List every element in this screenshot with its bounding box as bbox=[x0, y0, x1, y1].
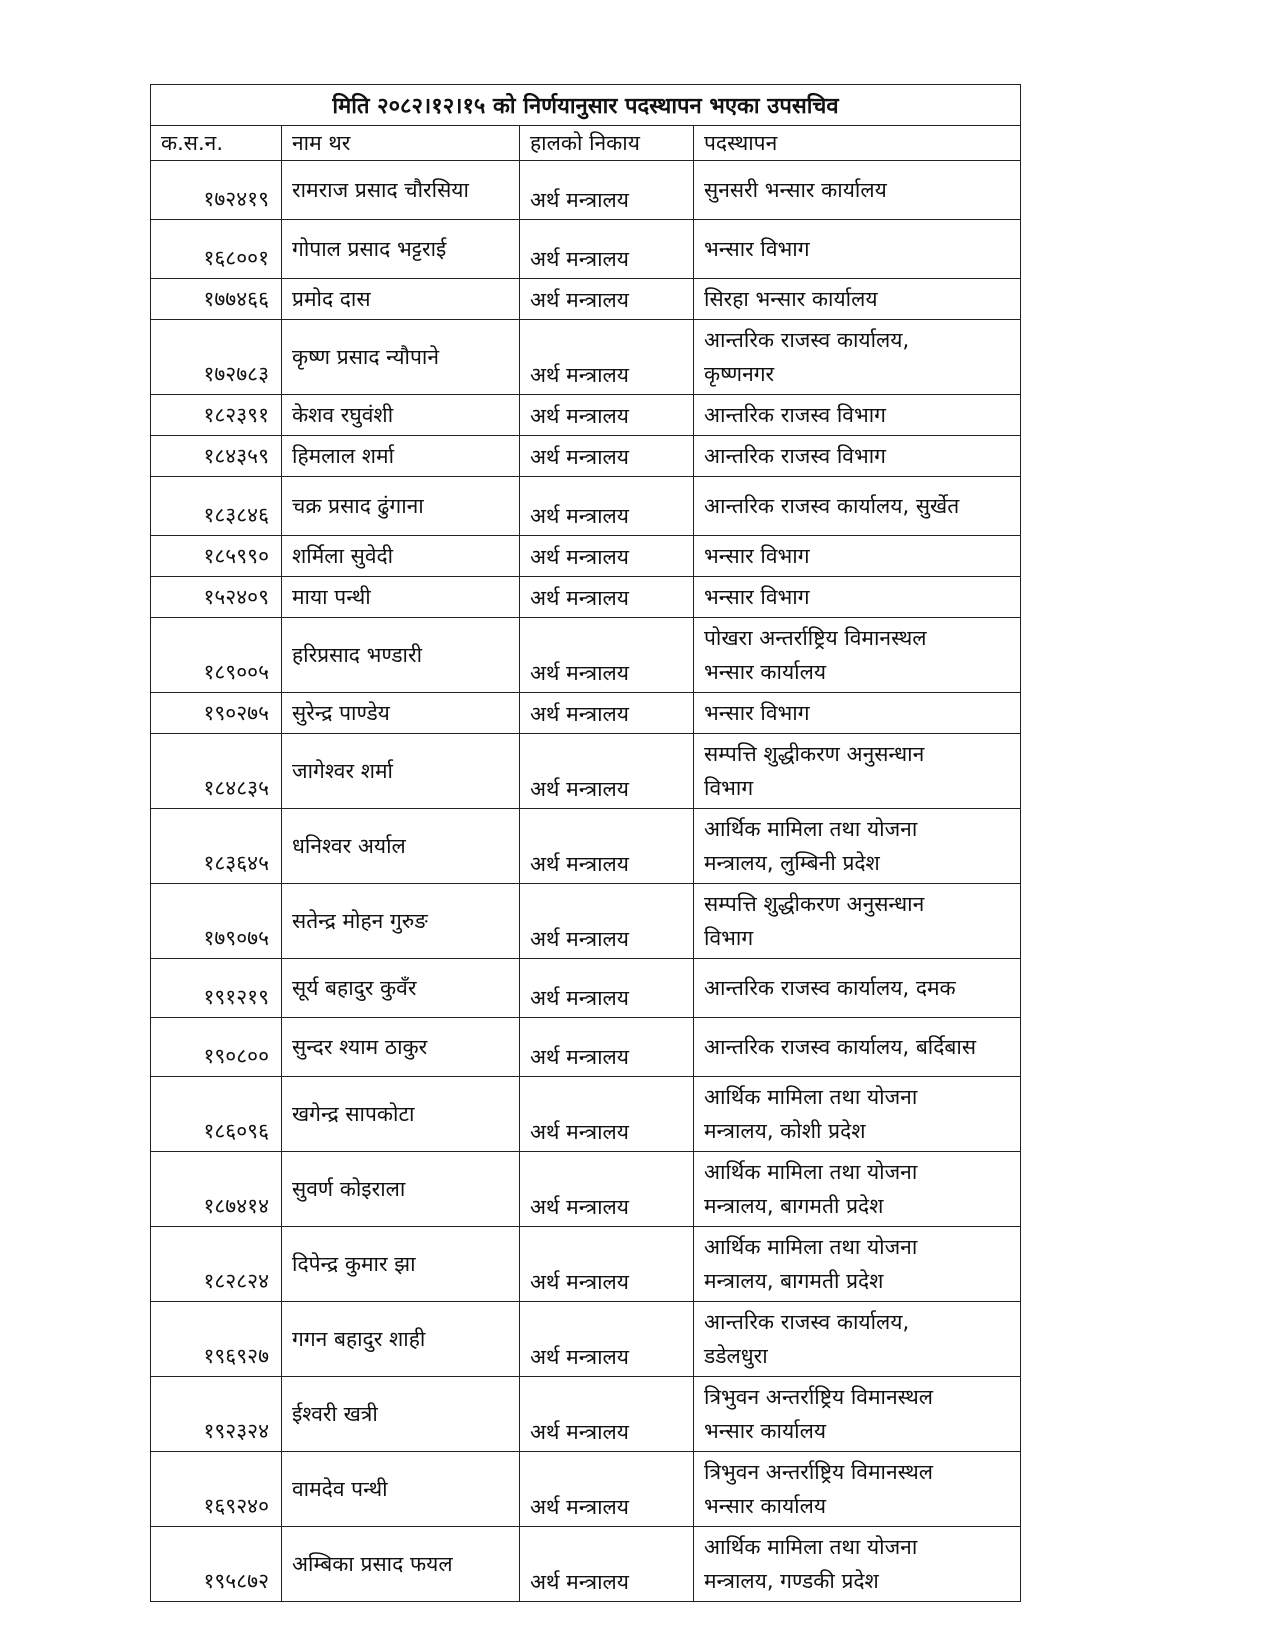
posting-cell bbox=[694, 161, 1021, 220]
posting-line: पोखरा अन्तर्राष्ट्रिय विमानस्थल bbox=[704, 626, 927, 650]
name-cell: केशव रघुवंशी bbox=[282, 395, 520, 436]
serial-number-cell: १८४८३५ bbox=[151, 734, 282, 809]
posting-line: आन्तरिक राजस्व कार्यालय, दमक bbox=[704, 976, 956, 1000]
table-row bbox=[151, 279, 1021, 320]
serial-number-cell: १८९००५ bbox=[151, 618, 282, 693]
name-cell: चक्र प्रसाद ढुंगाना bbox=[282, 477, 520, 536]
table-row bbox=[151, 477, 1021, 536]
posting-line: सम्पत्ति शुद्धीकरण अनुसन्धान bbox=[704, 892, 925, 916]
serial-number-cell: १९५८७२ bbox=[151, 1527, 282, 1602]
serial-number-cell: १५२४०९ bbox=[151, 577, 282, 618]
table-row bbox=[151, 436, 1021, 477]
current-office-cell: अर्थ मन्त्रालय bbox=[520, 884, 694, 959]
name-cell: सतेन्द्र मोहन गुरुङ bbox=[282, 884, 520, 959]
posting-cell bbox=[694, 577, 1021, 618]
posting-line: कृष्णनगर bbox=[704, 362, 775, 386]
name-cell: वामदेव पन्थी bbox=[282, 1452, 520, 1527]
table-row bbox=[151, 809, 1021, 884]
posting-line: त्रिभुवन अन्तर्राष्ट्रिय विमानस्थल bbox=[704, 1460, 934, 1484]
serial-number-cell: १९१२१९ bbox=[151, 959, 282, 1018]
table-row bbox=[151, 693, 1021, 734]
header-name: नाम थर bbox=[282, 126, 520, 161]
posting-line: सम्पत्ति शुद्धीकरण अनुसन्धान bbox=[704, 742, 925, 766]
posting-line: मन्त्रालय, कोशी प्रदेश bbox=[704, 1119, 866, 1143]
table-title: मिति २०८२।१२।१५ को निर्णयानुसार पदस्थापन भएका उपसचिव bbox=[151, 85, 1021, 126]
posting-line: विभाग bbox=[704, 926, 754, 950]
current-office-cell: अर्थ मन्त्रालय bbox=[520, 1077, 694, 1152]
current-office-cell: अर्थ मन्त्रालय bbox=[520, 1018, 694, 1077]
posting-line: आर्थिक मामिला तथा योजना bbox=[704, 1160, 918, 1184]
posting-line: मन्त्रालय, लुम्बिनी प्रदेश bbox=[704, 851, 880, 875]
name-cell: दिपेन्द्र कुमार झा bbox=[282, 1227, 520, 1302]
posting-line: सुनसरी भन्सार कार्यालय bbox=[704, 178, 887, 202]
posting-line: मन्त्रालय, बागमती प्रदेश bbox=[704, 1194, 884, 1218]
posting-cell bbox=[694, 1018, 1021, 1077]
current-office-cell: अर्थ मन्त्रालय bbox=[520, 618, 694, 693]
current-office-cell: अर्थ मन्त्रालय bbox=[520, 809, 694, 884]
table-row bbox=[151, 884, 1021, 959]
current-office-cell: अर्थ मन्त्रालय bbox=[520, 959, 694, 1018]
posting-line: आर्थिक मामिला तथा योजना bbox=[704, 1085, 918, 1109]
posting-line: आन्तरिक राजस्व कार्यालय, bbox=[704, 1310, 910, 1334]
posting-line: आर्थिक मामिला तथा योजना bbox=[704, 817, 918, 841]
name-cell: हरिप्रसाद भण्डारी bbox=[282, 618, 520, 693]
table-row bbox=[151, 577, 1021, 618]
name-cell: सुवर्ण कोइराला bbox=[282, 1152, 520, 1227]
serial-number-cell: १७७४६६ bbox=[151, 279, 282, 320]
current-office-cell: अर्थ मन्त्रालय bbox=[520, 1302, 694, 1377]
posting-cell bbox=[694, 1377, 1021, 1452]
header-current-office: हालको निकाय bbox=[520, 126, 694, 161]
posting-cell bbox=[694, 884, 1021, 959]
posting-line: आन्तरिक राजस्व कार्यालय, सुर्खेत bbox=[704, 494, 960, 518]
current-office-cell: अर्थ मन्त्रालय bbox=[520, 279, 694, 320]
table-row bbox=[151, 618, 1021, 693]
table-row bbox=[151, 161, 1021, 220]
posting-cell bbox=[694, 436, 1021, 477]
posting-line: मन्त्रालय, गण्डकी प्रदेश bbox=[704, 1569, 879, 1593]
posting-line: आन्तरिक राजस्व विभाग bbox=[704, 444, 887, 468]
table-row bbox=[151, 220, 1021, 279]
table-row bbox=[151, 1077, 1021, 1152]
posting-cell bbox=[694, 220, 1021, 279]
table-row bbox=[151, 959, 1021, 1018]
posting-cell bbox=[694, 1527, 1021, 1602]
posting-line: भन्सार विभाग bbox=[704, 544, 810, 568]
posting-line: आन्तरिक राजस्व कार्यालय, बर्दिबास bbox=[704, 1035, 977, 1059]
serial-number-cell: १८३८४६ bbox=[151, 477, 282, 536]
table-row bbox=[151, 1452, 1021, 1527]
current-office-cell: अर्थ मन्त्रालय bbox=[520, 1377, 694, 1452]
name-cell: सूर्य बहादुर कुवँर bbox=[282, 959, 520, 1018]
posting-line: सिरहा भन्सार कार्यालय bbox=[704, 287, 878, 311]
posting-line: आर्थिक मामिला तथा योजना bbox=[704, 1535, 918, 1559]
name-cell: अम्बिका प्रसाद फयल bbox=[282, 1527, 520, 1602]
name-cell: गगन बहादुर शाही bbox=[282, 1302, 520, 1377]
posting-cell bbox=[694, 618, 1021, 693]
current-office-cell: अर्थ मन्त्रालय bbox=[520, 320, 694, 395]
posting-line: आन्तरिक राजस्व विभाग bbox=[704, 403, 887, 427]
current-office-cell: अर्थ मन्त्रालय bbox=[520, 161, 694, 220]
table-row bbox=[151, 1227, 1021, 1302]
posting-cell bbox=[694, 279, 1021, 320]
current-office-cell: अर्थ मन्त्रालय bbox=[520, 395, 694, 436]
posting-line: भन्सार विभाग bbox=[704, 585, 810, 609]
serial-number-cell: १७२४१९ bbox=[151, 161, 282, 220]
posting-line: आन्तरिक राजस्व कार्यालय, bbox=[704, 328, 910, 352]
posting-cell bbox=[694, 1227, 1021, 1302]
name-cell: प्रमोद दास bbox=[282, 279, 520, 320]
name-cell: कृष्ण प्रसाद न्यौपाने bbox=[282, 320, 520, 395]
posting-cell bbox=[694, 477, 1021, 536]
name-cell: ईश्वरी खत्री bbox=[282, 1377, 520, 1452]
table-row bbox=[151, 395, 1021, 436]
name-cell: धनिश्वर अर्याल bbox=[282, 809, 520, 884]
posting-cell bbox=[694, 1077, 1021, 1152]
serial-number-cell: १९०८०० bbox=[151, 1018, 282, 1077]
table-row bbox=[151, 536, 1021, 577]
posting-cell bbox=[694, 693, 1021, 734]
posting-cell bbox=[694, 395, 1021, 436]
name-cell: माया पन्थी bbox=[282, 577, 520, 618]
posting-cell bbox=[694, 320, 1021, 395]
table-row bbox=[151, 320, 1021, 395]
name-cell: सुरेन्द्र पाण्डेय bbox=[282, 693, 520, 734]
header-serial: क.स.न. bbox=[151, 126, 282, 161]
posting-line: भन्सार कार्यालय bbox=[704, 1494, 827, 1518]
serial-number-cell: १८२८२४ bbox=[151, 1227, 282, 1302]
current-office-cell: अर्थ मन्त्रालय bbox=[520, 734, 694, 809]
table-row bbox=[151, 1302, 1021, 1377]
posting-line: भन्सार कार्यालय bbox=[704, 660, 827, 684]
table-row bbox=[151, 734, 1021, 809]
posting-line: भन्सार विभाग bbox=[704, 701, 810, 725]
table-row bbox=[151, 1152, 1021, 1227]
serial-number-cell: १९०२७५ bbox=[151, 693, 282, 734]
posting-cell bbox=[694, 1302, 1021, 1377]
serial-number-cell: १८५९९० bbox=[151, 536, 282, 577]
current-office-cell: अर्थ मन्त्रालय bbox=[520, 436, 694, 477]
current-office-cell: अर्थ मन्त्रालय bbox=[520, 1527, 694, 1602]
serial-number-cell: १८२३९१ bbox=[151, 395, 282, 436]
posting-line: विभाग bbox=[704, 776, 754, 800]
table-body bbox=[151, 161, 1021, 1602]
table-row bbox=[151, 1377, 1021, 1452]
name-cell: जागेश्वर शर्मा bbox=[282, 734, 520, 809]
posting-line: भन्सार कार्यालय bbox=[704, 1419, 827, 1443]
current-office-cell: अर्थ मन्त्रालय bbox=[520, 577, 694, 618]
serial-number-cell: १७९०७५ bbox=[151, 884, 282, 959]
current-office-cell: अर्थ मन्त्रालय bbox=[520, 220, 694, 279]
posting-line: मन्त्रालय, बागमती प्रदेश bbox=[704, 1269, 884, 1293]
header-posting: पदस्थापन bbox=[694, 126, 1021, 161]
name-cell: सुन्दर श्याम ठाकुर bbox=[282, 1018, 520, 1077]
current-office-cell: अर्थ मन्त्रालय bbox=[520, 536, 694, 577]
table-row bbox=[151, 1018, 1021, 1077]
posting-cell bbox=[694, 536, 1021, 577]
current-office-cell: अर्थ मन्त्रालय bbox=[520, 1452, 694, 1527]
table-row bbox=[151, 1527, 1021, 1602]
current-office-cell: अर्थ मन्त्रालय bbox=[520, 1227, 694, 1302]
name-cell: शर्मिला सुवेदी bbox=[282, 536, 520, 577]
current-office-cell: अर्थ मन्त्रालय bbox=[520, 1152, 694, 1227]
current-office-cell: अर्थ मन्त्रालय bbox=[520, 693, 694, 734]
header-row bbox=[151, 126, 1021, 161]
posting-cell bbox=[694, 734, 1021, 809]
posting-cell bbox=[694, 1152, 1021, 1227]
posting-line: त्रिभुवन अन्तर्राष्ट्रिय विमानस्थल bbox=[704, 1385, 934, 1409]
serial-number-cell: १९२३२४ bbox=[151, 1377, 282, 1452]
name-cell: हिमलाल शर्मा bbox=[282, 436, 520, 477]
posting-line: भन्सार विभाग bbox=[704, 237, 810, 261]
posting-table bbox=[150, 84, 1021, 1602]
serial-number-cell: १६८००१ bbox=[151, 220, 282, 279]
posting-cell bbox=[694, 1452, 1021, 1527]
serial-number-cell: १७२७८३ bbox=[151, 320, 282, 395]
name-cell: खगेन्द्र सापकोटा bbox=[282, 1077, 520, 1152]
serial-number-cell: १८६०९६ bbox=[151, 1077, 282, 1152]
name-cell: रामराज प्रसाद चौरसिया bbox=[282, 161, 520, 220]
serial-number-cell: १६९२४० bbox=[151, 1452, 282, 1527]
name-cell: गोपाल प्रसाद भट्टराई bbox=[282, 220, 520, 279]
serial-number-cell: १८३६४५ bbox=[151, 809, 282, 884]
posting-cell bbox=[694, 959, 1021, 1018]
serial-number-cell: १८४३५९ bbox=[151, 436, 282, 477]
posting-line: आर्थिक मामिला तथा योजना bbox=[704, 1235, 918, 1259]
serial-number-cell: १९६९२७ bbox=[151, 1302, 282, 1377]
posting-line: डडेलधुरा bbox=[704, 1344, 768, 1368]
posting-cell bbox=[694, 809, 1021, 884]
serial-number-cell: १८७४१४ bbox=[151, 1152, 282, 1227]
current-office-cell: अर्थ मन्त्रालय bbox=[520, 477, 694, 536]
